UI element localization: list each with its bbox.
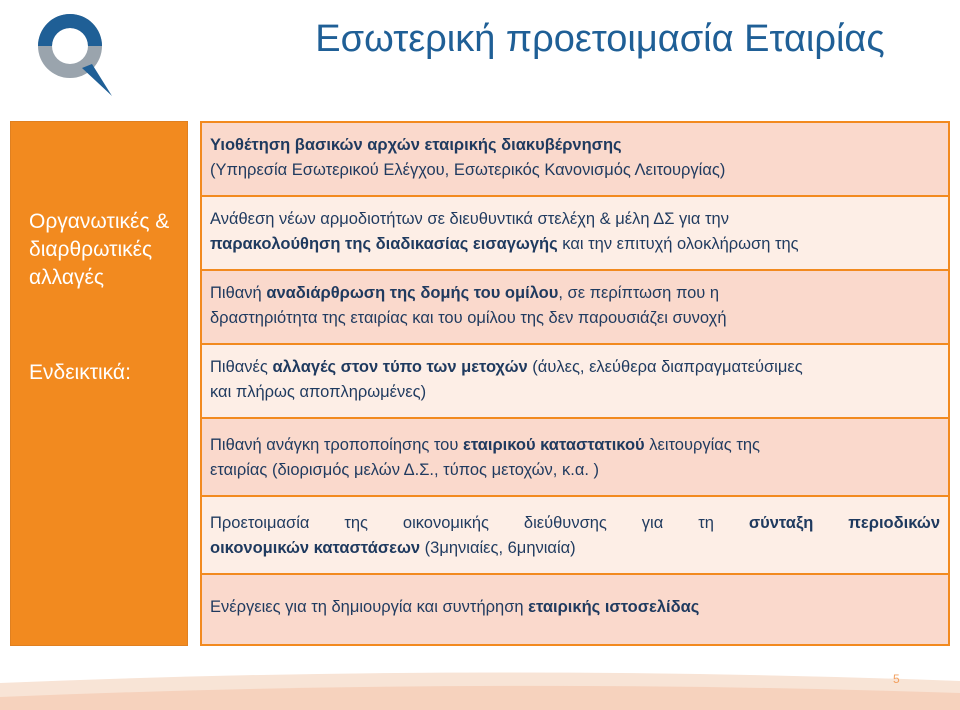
row-text: Προετοιμασία της οικονομικής διεύθυνσης για τη bbox=[210, 514, 749, 532]
row-text: Ενέργειες για τη δημιουργία και συντήρηση bbox=[210, 598, 529, 616]
row-text: Πιθανή bbox=[210, 284, 267, 302]
row-text: , σε περίπτωση που η bbox=[558, 284, 720, 302]
list-item bbox=[202, 123, 948, 195]
list-item bbox=[202, 197, 948, 269]
row-text: (Υπηρεσία Εσωτερικού Ελέγχου, Εσωτερικός Κανονισμός Λειτουργίας) bbox=[210, 161, 726, 179]
row-text: Πιθανή ανάγκη τροποποίησης του bbox=[210, 436, 463, 454]
sidebar-heading: Οργανωτικές & διαρθρωτικές αλλαγές bbox=[29, 210, 170, 289]
list-item bbox=[202, 345, 948, 417]
sidebar-label: Ενδεικτικά: bbox=[29, 361, 131, 384]
row-text: Ανάθεση νέων αρμοδιοτήτων σε διευθυντικά στελέχη & μέλη ΔΣ για την bbox=[210, 210, 729, 228]
row-text: Πιθανές bbox=[210, 358, 273, 376]
row-text-bold: αλλαγές στον τύπο των μετοχών bbox=[272, 358, 528, 376]
page-title: Εσωτερική προετοιμασία Εταιρίας bbox=[315, 18, 885, 60]
row-text: και πλήρως αποπληρωμένες) bbox=[210, 383, 427, 401]
list-item bbox=[202, 497, 948, 573]
row-text-bold: εταιρικής ιστοσελίδας bbox=[528, 598, 700, 616]
row-text: δραστηριότητα της εταιρίας και του ομίλου της δεν παρουσιάζει συνοχή bbox=[210, 309, 727, 327]
row-text: εταιρίας (διορισμός μελών Δ.Σ., τύπος μετοχών, κ.α. ) bbox=[210, 461, 600, 479]
row-text-bold: εταιρικού καταστατικού bbox=[462, 436, 645, 454]
row-text: (άυλες, ελεύθερα διαπραγματεύσιμες bbox=[527, 358, 803, 376]
list-item bbox=[202, 419, 948, 495]
swoosh-decoration-icon bbox=[0, 663, 960, 710]
row-text-bold: Υιοθέτηση βασικών αρχών εταιρικής διακυβέρνησης bbox=[210, 136, 622, 154]
list-item bbox=[202, 575, 948, 644]
sidebar-panel bbox=[10, 121, 188, 646]
row-text-bold: σύνταξη περιοδικών bbox=[748, 514, 940, 532]
row-text: και την επιτυχή ολοκλήρωση της bbox=[557, 235, 799, 253]
row-text: (3μηνιαίες, 6μηνιαία) bbox=[420, 539, 576, 557]
page-number: 5 bbox=[893, 672, 900, 686]
row-text-bold: παρακολούθηση της διαδικασίας εισαγωγής bbox=[210, 235, 558, 253]
list-item bbox=[202, 271, 948, 343]
content-panel bbox=[200, 121, 950, 646]
row-text: λειτουργίας της bbox=[644, 436, 760, 454]
location-pin-logo-icon bbox=[30, 6, 120, 101]
row-text-bold: αναδιάρθρωση της δομής του ομίλου bbox=[266, 284, 559, 302]
row-text-bold: οικονομικών καταστάσεων bbox=[210, 539, 421, 557]
